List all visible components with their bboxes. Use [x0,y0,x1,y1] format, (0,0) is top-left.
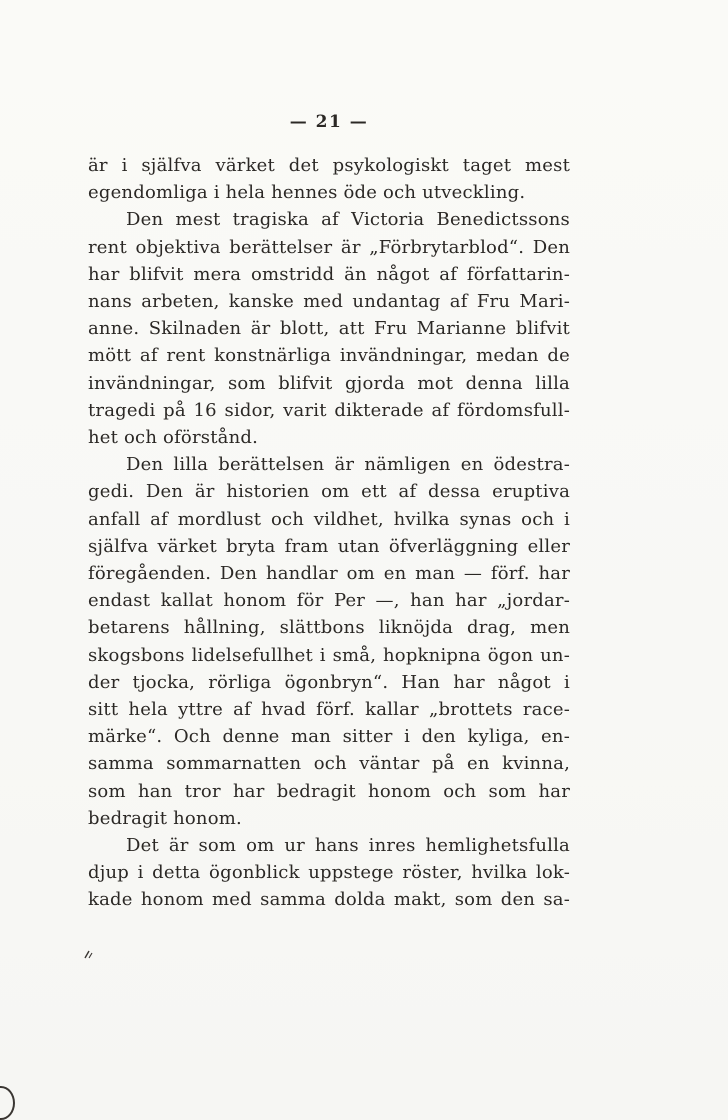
text-line: har blifvit mera omstridd än något af författarin- [88,263,570,285]
text-line: anfall af mordlust och vildhet, hvilka synas och i [88,508,570,530]
text-line: endast kallat honom för Per —, han har „jordar- [88,590,570,612]
text-line: tragedi på 16 sidor, varit dikterade af fördomsfull- [88,399,570,421]
text-line: är i själfva värket det psykologiskt taget mest [88,155,570,176]
text-line: kade honom med samma dolda makt, som den sa- [88,889,570,911]
text-line: rent objektiva berättelser är „Förbrytarblod“. Den [88,236,570,258]
text-line: het och oförstånd. [88,427,259,449]
text-line: som han tror har bedragit honom och som har [88,780,570,802]
pen-mark-artifact [82,948,96,962]
text-line: Den lilla berättelsen är nämligen en ödestra- [126,454,570,476]
text-line: sitt hela yttre af hvad förf. kallar „brottets race- [88,699,570,721]
text-line: föregåenden. Den handlar om en man — förf. har [88,563,570,585]
paragraph [88,451,570,832]
text-line: Det är som om ur hans inres hemlighetsfulla [126,835,570,857]
text-line: gedi. Den är historien om ett af dessa eruptiva [88,481,570,503]
text-line: egendomliga i hela hennes öde och utveckling. [88,182,526,204]
paragraph [88,152,570,206]
text-line: nans arbeten, kanske med undantag af Fru Mari- [88,291,570,313]
text-line: mött af rent konstnärliga invändningar, medan de [88,345,570,367]
text-line: Den mest tragiska af Victoria Benedictssons [126,209,570,231]
paragraph [88,832,570,914]
page-edge-artifact [0,1086,15,1120]
text-line: der tjocka, rörliga ögonbryn“. Han har något i [88,671,570,693]
paragraph [88,206,570,451]
text-line: betarens hållning, slättbons liknöjda drag, men [88,617,570,639]
text-line: invändningar, som blifvit gjorda mot denna lilla [88,372,570,394]
page-number: — 21 — [289,112,369,132]
text-line: anne. Skilnaden är blott, att Fru Marianne blifvit [88,318,570,340]
text-line: djup i detta ögonblick uppstege röster, hvilka lok- [88,862,570,884]
text-line: samma sommarnatten och väntar på en kvinna, [88,753,570,775]
text-block [88,152,570,914]
text-line: själfva värket bryta fram utan öfverläggning eller [88,535,570,557]
text-line: märke“. Och denne man sitter i den kyliga, en- [88,726,570,748]
text-line: bedragit honom. [88,807,242,829]
text-line: skogsbons lidelsefullhet i små, hopknipna ögon un- [88,644,570,666]
